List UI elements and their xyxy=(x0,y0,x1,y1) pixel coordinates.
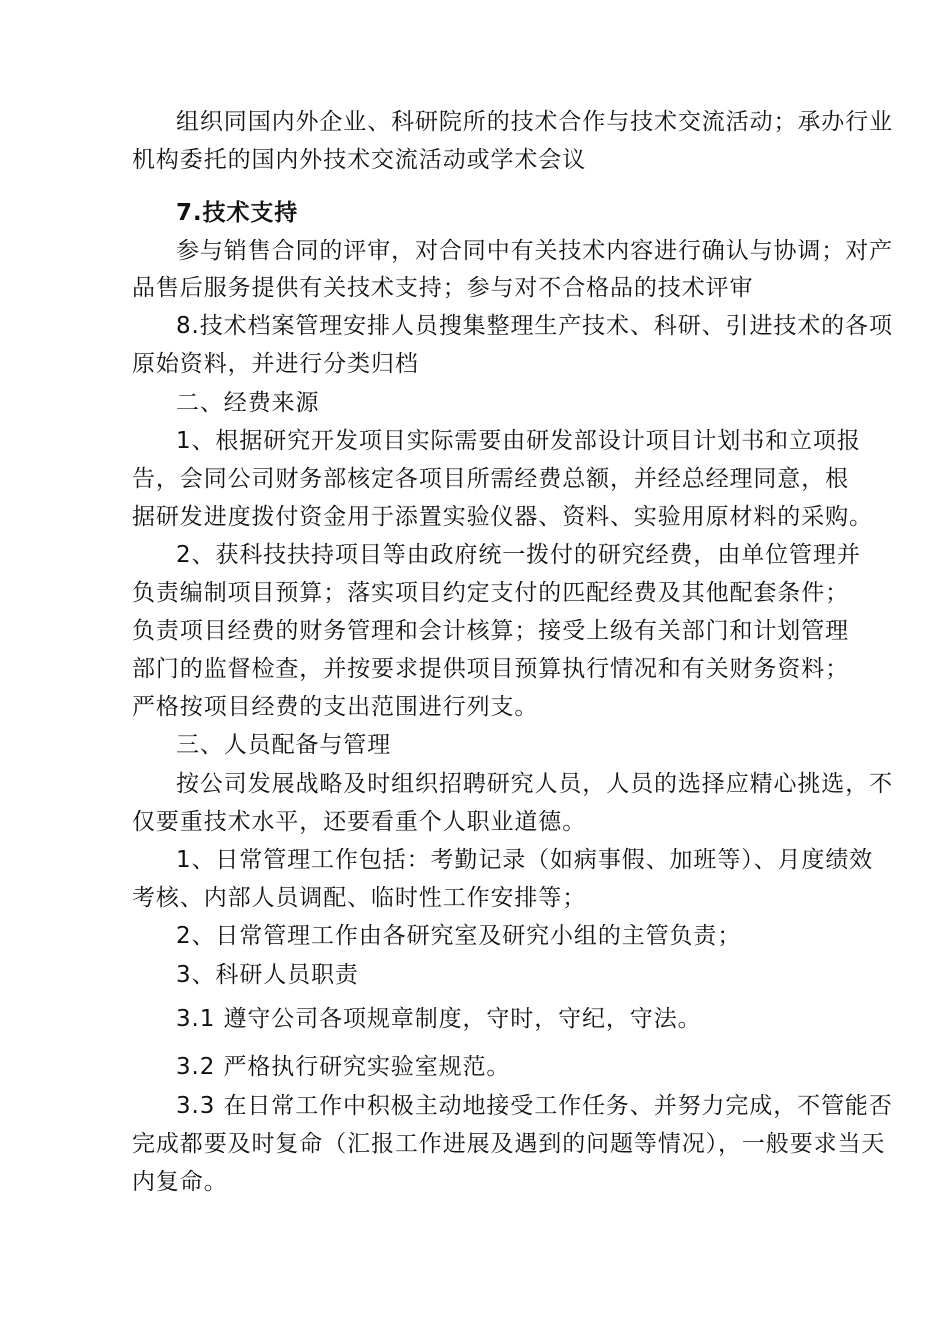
paragraph-line: 参与销售合同的评审，对合同中有关技术内容进行确认与协调；对产 xyxy=(176,238,893,264)
paragraph-line: 告，会同公司财务部核定各项目所需经费总额，并经总经理同意，根 xyxy=(132,466,849,492)
paragraph-line: 负责编制项目预算；落实项目约定支付的匹配经费及其他配套条件； xyxy=(132,580,849,606)
paragraph-line: 原始资料，并进行分类归档 xyxy=(132,351,419,377)
paragraph-line: 2、日常管理工作由各研究室及研究小组的主管负责； xyxy=(176,923,742,949)
paragraph-line: 组织同国内外企业、科研院所的技术合作与技术交流活动；承办行业 xyxy=(176,109,893,135)
paragraph-line: 8.技术档案管理安排人员搜集整理生产技术、科研、引进技术的各项 xyxy=(176,313,893,339)
paragraph-line: 内复命。 xyxy=(132,1169,228,1195)
paragraph-line: 严格按项目经费的支出范围进行列支。 xyxy=(132,694,539,720)
paragraph-line: 2、获科技扶持项目等由政府统一拨付的研究经费，由单位管理并 xyxy=(176,542,861,568)
paragraph-line: 负责项目经费的财务管理和会计核算；接受上级有关部门和计划管理 xyxy=(132,618,849,644)
paragraph-line: 考核、内部人员调配、临时性工作安排等； xyxy=(132,885,587,911)
paragraph-line: 完成都要及时复命（汇报工作进展及遇到的问题等情况），一般要求当天 xyxy=(132,1131,886,1157)
paragraph-line: 部门的监督检查，并按要求提供项目预算执行情况和有关财务资料； xyxy=(132,656,849,682)
paragraph-line: 3.1 遵守公司各项规章制度，守时，守纪，守法。 xyxy=(176,1006,702,1032)
paragraph-line: 仅要重技术水平，还要看重个人职业道德。 xyxy=(132,809,587,835)
paragraph-line: 按公司发展战略及时组织招聘研究人员，人员的选择应精心挑选，不 xyxy=(176,771,893,797)
paragraph-line: 1、日常管理工作包括：考勤记录（如病事假、加班等）、月度绩效 xyxy=(176,847,874,873)
paragraph-line: 3、科研人员职责 xyxy=(176,962,359,988)
section-heading: 7.技术支持 xyxy=(176,200,299,226)
paragraph-line: 品售后服务提供有关技术支持；参与对不合格品的技术评审 xyxy=(132,275,754,301)
paragraph-line: 机构委托的国内外技术交流活动或学术会议 xyxy=(132,147,587,173)
paragraph-line: 1、根据研究开发项目实际需要由研发部设计项目计划书和立项报 xyxy=(176,428,861,454)
paragraph-line: 3.2 严格执行研究实验室规范。 xyxy=(176,1054,511,1080)
paragraph-line: 据研发进度拨付资金用于添置实验仪器、资料、实验用原材料的采购。 xyxy=(132,504,873,530)
paragraph-line: 3.3 在日常工作中积极主动地接受工作任务、并努力完成，不管能否 xyxy=(176,1093,893,1119)
section-heading: 二、经费来源 xyxy=(176,390,320,416)
section-heading: 三、人员配备与管理 xyxy=(176,732,392,758)
